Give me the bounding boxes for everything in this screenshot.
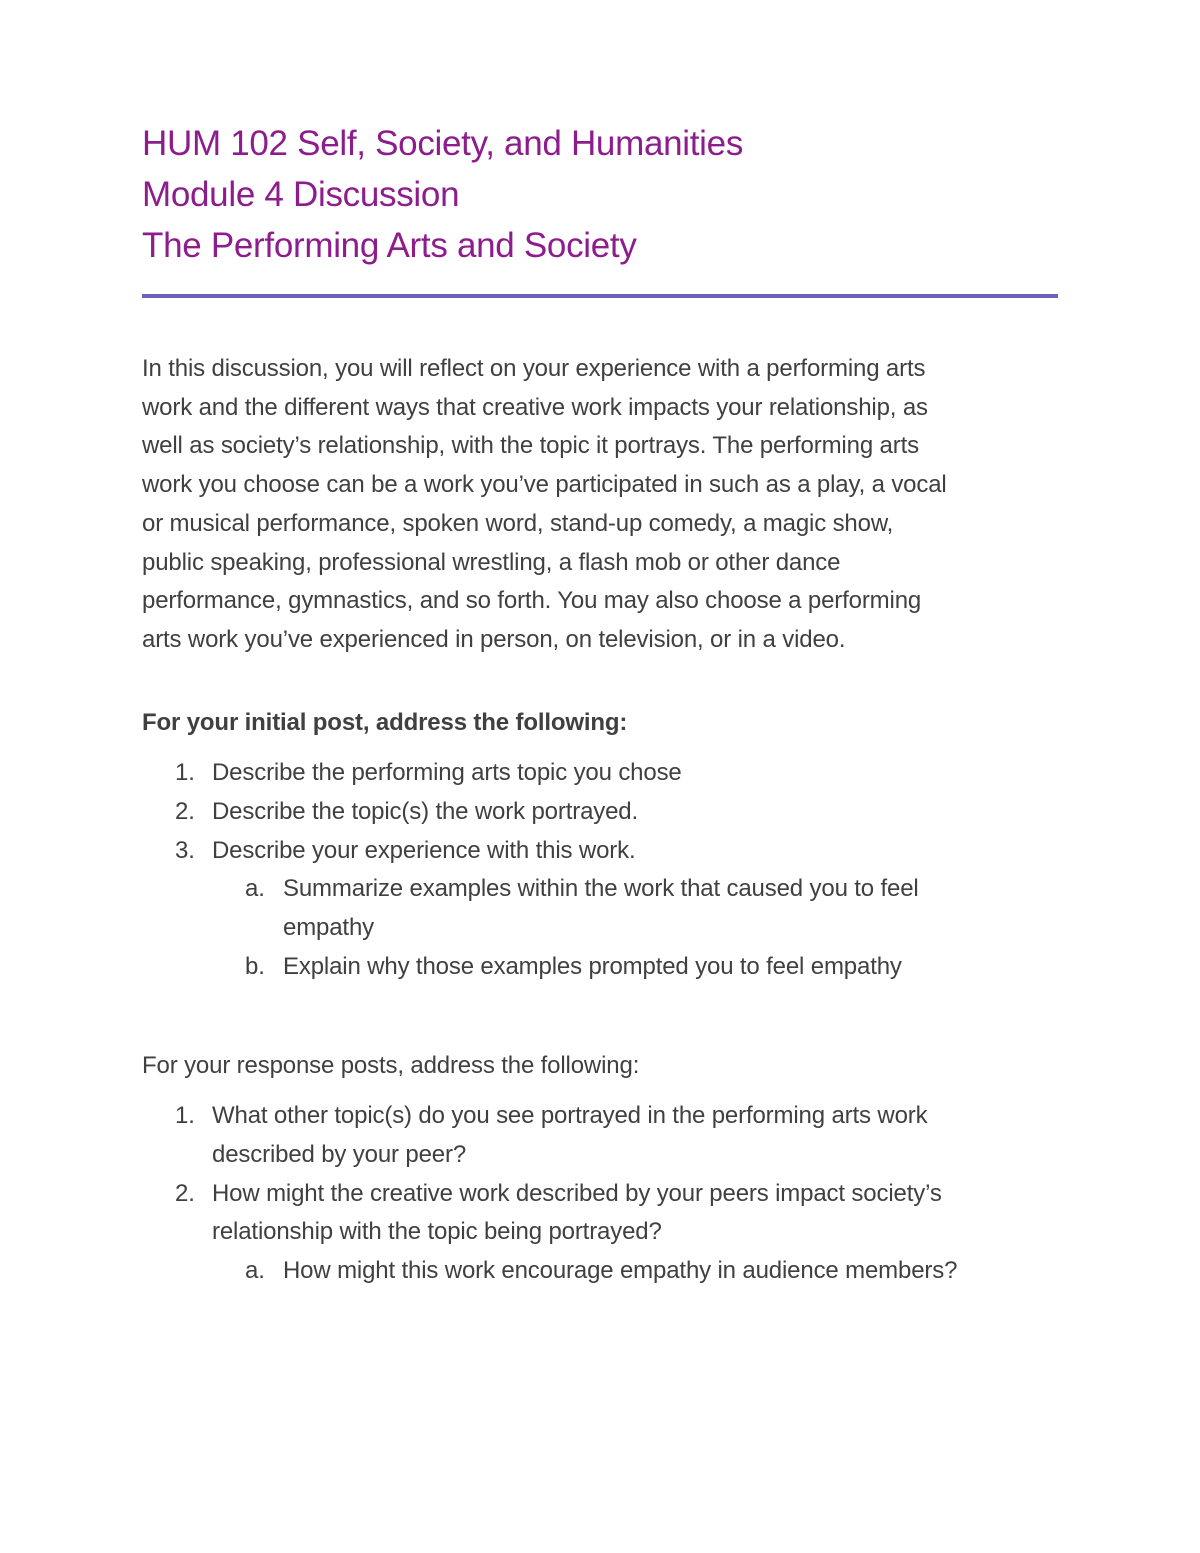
list-item-text: How might the creative work described by your peers impact society’s <box>212 1179 942 1207</box>
sub-list-item-text: Explain why those examples prompted you to feel empathy <box>283 952 902 980</box>
list-item <box>142 1175 1060 1252</box>
list-item-text: described by your peer? <box>212 1140 467 1168</box>
intro-line: work and the different ways that creative work impacts your relationship, as <box>142 393 928 421</box>
intro-line: public speaking, professional wrestling, a flash mob or other dance <box>142 548 841 576</box>
topic-title: The Performing Arts and Society <box>142 226 637 265</box>
initial-post-list <box>142 754 1060 986</box>
initial-post-heading: For your initial post, address the following: <box>142 708 628 736</box>
list-item <box>142 832 1060 871</box>
list-marker: 1. <box>175 759 195 787</box>
list-item <box>142 1097 1060 1174</box>
sub-list-item-text: empathy <box>283 914 375 942</box>
response-posts-list <box>142 1097 1060 1291</box>
sub-list-marker: a. <box>245 875 265 903</box>
intro-line: or musical performance, spoken word, stand-up comedy, a magic show, <box>142 509 894 537</box>
document-page <box>142 118 1060 1291</box>
list-marker: 2. <box>175 1179 195 1207</box>
list-item-text: Describe your experience with this work. <box>212 836 636 864</box>
list-item-text: Describe the topic(s) the work portrayed. <box>212 798 639 826</box>
list-item-text: What other topic(s) do you see portrayed in the performing arts work <box>212 1102 928 1130</box>
list-item <box>142 793 1060 832</box>
intro-line: In this discussion, you will reflect on your experience with a performing arts <box>142 355 926 382</box>
list-marker: 1. <box>175 1102 195 1130</box>
response-posts-heading: For your response posts, address the following: <box>142 1051 640 1079</box>
list-marker: 3. <box>175 836 195 864</box>
response-posts-section <box>142 1047 1060 1291</box>
title-block <box>142 118 1060 271</box>
module-title: Module 4 Discussion <box>142 175 460 214</box>
list-item <box>142 754 1060 793</box>
list-marker: 2. <box>175 798 195 826</box>
intro-line: arts work you’ve experienced in person, on television, or in a video. <box>142 625 846 653</box>
intro-line: work you choose can be a work you’ve participated in such as a play, a vocal <box>142 471 947 499</box>
sub-list-item-text: Summarize examples within the work that caused you to feel <box>283 875 919 903</box>
initial-post-section <box>142 704 1060 987</box>
list-item-text: Describe the performing arts topic you chose <box>212 759 682 787</box>
sub-list-item <box>142 948 1060 987</box>
course-title: HUM 102 Self, Society, and Humanities <box>142 124 744 163</box>
sub-list-marker: a. <box>245 1257 265 1285</box>
list-item-text: relationship with the topic being portrayed? <box>212 1218 662 1246</box>
intro-paragraph <box>142 350 1060 660</box>
sub-list-marker: b. <box>245 952 265 980</box>
sub-list-item-text: How might this work encourage empathy in audience members? <box>283 1257 958 1285</box>
intro-line: well as society’s relationship, with the topic it portrays. The performing arts <box>142 432 919 460</box>
title-divider <box>142 294 1058 298</box>
intro-line: performance, gymnastics, and so forth. You may also choose a performing <box>142 587 922 615</box>
sub-list-item <box>142 1252 1060 1291</box>
sub-list-item <box>142 870 1060 947</box>
